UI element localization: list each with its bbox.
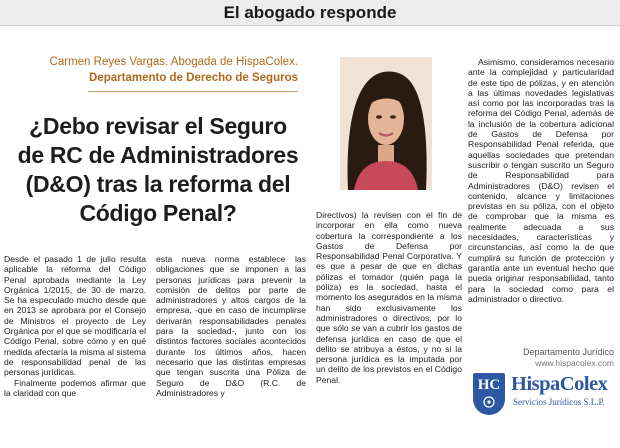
article-column-2 — [156, 254, 306, 398]
byline — [36, 55, 298, 86]
headline-line-4: Código Penal? — [79, 200, 237, 226]
shield-emblem-icon — [473, 373, 505, 415]
author-name: Carmen Reyes Vargas. Abogada de HispaColex. — [49, 56, 298, 68]
paragraph: Desde el pasado 1 de julio resulta aplicable la reforma del Código Penal aprobada mediante la Ley Orgánica 1/2015, de 30 de marzo. Se ha especulado mucho desde que en 2013 se aprobara por el Consejo de Ministros el proyecto de Ley Orgánica por el que se modificaría el Código Penal, sobre cómo y en qué medida afectaría la misma al sistema de responsabilidad penal de las personas jurídicas. — [4, 254, 146, 378]
author-photo — [340, 57, 432, 190]
author-department: Departamento de Derecho de Seguros — [89, 72, 298, 84]
headline-line-2: de RC de Administradores — [17, 142, 299, 168]
section-title: El abogado responde — [223, 3, 397, 22]
article-column-4 — [468, 57, 614, 304]
article-column-3 — [316, 210, 462, 385]
headline-line-3: (D&O) tras la reforma del — [25, 171, 291, 197]
byline-divider — [88, 91, 298, 92]
logo-monogram: HC — [477, 377, 501, 393]
article-headline — [8, 112, 308, 228]
headline-line-1: ¿Debo revisar el Seguro — [29, 113, 287, 139]
paragraph: Directivos) la revisen con el fin de incorporar en ella como nueva cobertura la correspondiente a los Gastos de Defensa por Responsabilidad Penal Corporativa. Y es que a pesar de que en dichas pólizas el tomador (quién paga la póliza) es la sociedad, hasta el momento los asegurados en la misma han sido exclusivamente los administradores o directivos, por lo que sólo se van a cubrir los gastos de defensa jurídica en caso de que el delito se atribuya a éstos, y no si la persona jurídica es la imputada por un delito de los previstos en el Código Penal. — [316, 210, 462, 385]
logo-subtitle: Servicios Jurídicos S.L.P. — [513, 397, 605, 407]
signature-department: Departamento Jurídico — [522, 347, 614, 357]
article-column-1 — [4, 254, 146, 398]
hispacolex-shield-icon — [473, 373, 505, 415]
author-portrait-illustration — [340, 57, 432, 190]
signature-website: www.hispacolex.com — [535, 358, 614, 368]
signature-block — [470, 347, 614, 369]
paragraph: Finalmente podemos afirmar que la claridad con que — [4, 377, 146, 398]
paragraph: esta nueva norma establece las obligaciones que se imponen a las personas jurídicas para prevenir la comisión de delitos por parte de administradores y altos cargos de la empresa, -que en caso de incumplirse derivarán responsabilidades penales para la sociedad-, junto con los distintos factores sociales acontecidos durante los últimos años, hacen necesario que las distintas empresas que tengan suscrita una Póliza de Seguro de D&O (R.C. de Administradores y — [156, 254, 306, 398]
paragraph: Asimismo, consideramos necesario ante la complejidad y particularidad de este tipo de pólizas, y en atención a las últimas novedades legislativas así como por las incorporadas tras la reforma del Código Penal, además de la inclusión de la cobertura adicional de Gastos de Defensa por Responsabilidad Penal referida, que aquellas sociedades que pretendan suscribir o tengan suscrito un Seguro de Responsabilidad para Administradores (D&O) revisen el contenido, alcance y limitaciones previstas en su póliza, con el objeto de comprobar que la misma es realmente adecuada a sus necesidades, características y circunstancias, así como la de que cumplirá su función de protección y garantía ante un eventual hecho que pueda originar responsabilidad, tanto para la sociedad como para el administrador o directivo. — [468, 57, 614, 304]
section-header — [0, 0, 620, 26]
logo-wordmark: HispaColex — [511, 373, 608, 395]
